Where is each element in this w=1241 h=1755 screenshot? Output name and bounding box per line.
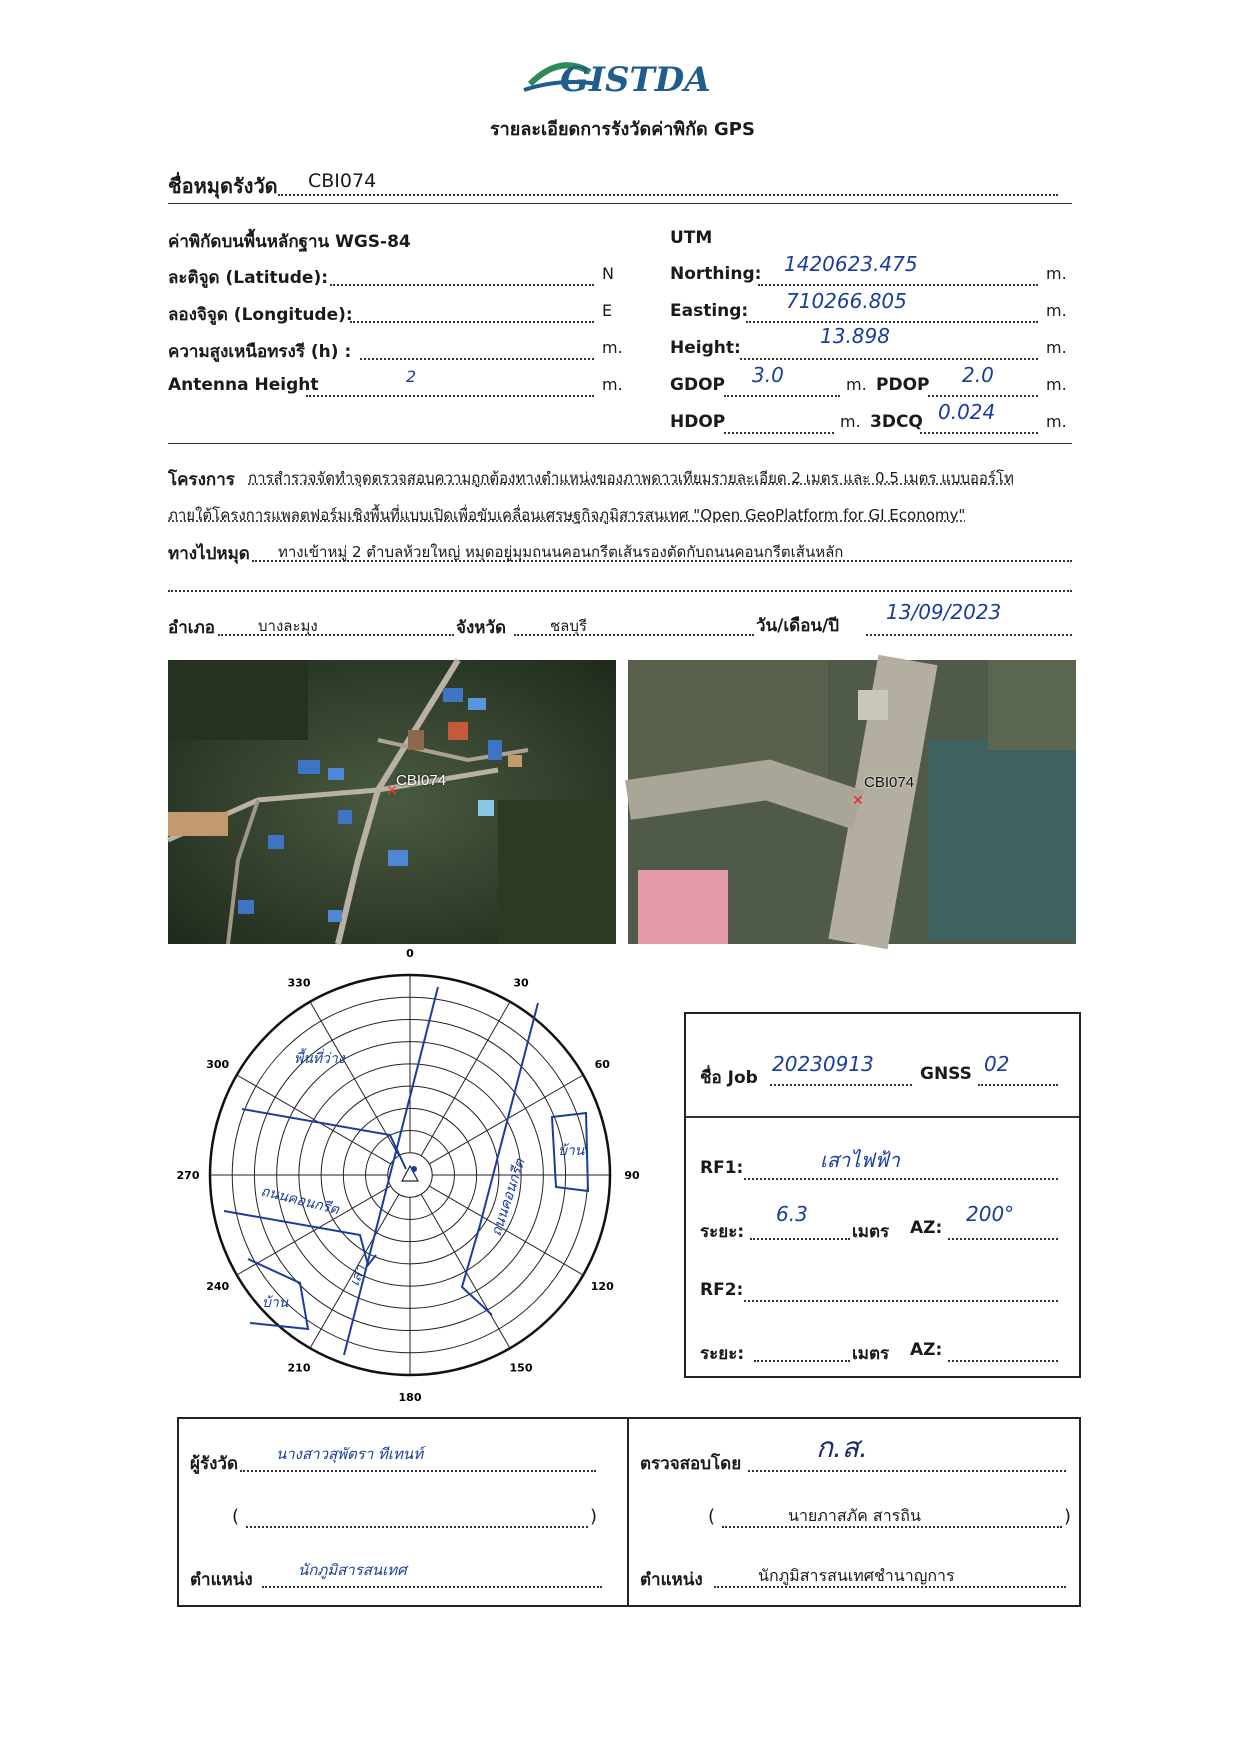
azimuth-label: 300: [206, 1058, 230, 1071]
skyplot-note-house2: บ้าน: [262, 1295, 289, 1311]
distance2-field: [754, 1342, 850, 1362]
surveyor-name-open: (: [232, 1506, 240, 1527]
easting-value: 710266.805: [786, 289, 907, 313]
date-label: วัน/เดือน/ปี: [756, 616, 840, 636]
pdop-unit: m.: [1046, 375, 1067, 394]
easting-label: Easting:: [670, 301, 749, 321]
gnss-field: [978, 1052, 1058, 1086]
cq-value: 0.024: [938, 400, 996, 424]
checker-name: นายภาสภัค สารถิน: [788, 1506, 921, 1525]
skyplot-spoke: [310, 1002, 399, 1156]
job-field: [770, 1052, 912, 1086]
antenna-height-field: [306, 367, 594, 397]
northing-field: [758, 252, 1038, 286]
az1-field: [948, 1202, 1058, 1240]
ellipsoid-height-field: [360, 340, 594, 360]
az2-label: AZ:: [910, 1340, 943, 1360]
gdop-unit: m.: [846, 375, 867, 394]
signature-box-divider: [627, 1419, 629, 1605]
surveyor-position-label: ตำแหน่ง: [190, 1570, 253, 1590]
cq-unit: m.: [1046, 412, 1067, 431]
easting-field: [746, 289, 1038, 323]
northing-value: 1420623.475: [784, 252, 918, 276]
cq-field: [920, 400, 1038, 434]
zoom-satellite-image: [628, 660, 1076, 944]
surveyor-name-close: ): [590, 1506, 598, 1527]
rf1-field: [744, 1148, 1058, 1180]
svg-text:✕: ✕: [852, 793, 864, 809]
province-value: ชลบุรี: [550, 617, 587, 635]
az1-label: AZ:: [910, 1218, 943, 1238]
route-label: ทางไปหมุด: [168, 544, 250, 564]
azimuth-label: 0: [406, 947, 414, 960]
surveyor-name-field: [246, 1508, 588, 1528]
pdop-field: [928, 363, 1038, 397]
gistda-logo: [520, 44, 720, 108]
azimuth-label: 180: [398, 1391, 422, 1404]
surveyor-signature: นางสาวสุพัตรา ทีเทนท์: [276, 1445, 424, 1463]
divider-middle: [168, 443, 1072, 444]
checker-name-open: (: [708, 1506, 716, 1527]
project-line-1: การสำรวจจัดทำจุดตรวจสอบความถูกต้องทางตำแหน่งของภาพดาวเทียมรายละเอียด 2 เมตร และ 0.5 เมตร แบบออร์โท: [248, 469, 1014, 487]
svg-text:✕: ✕: [386, 783, 398, 799]
latitude-field: [330, 266, 594, 286]
surveyor-field: [240, 1445, 596, 1472]
hdop-unit: m.: [840, 412, 861, 431]
overview-satellite-image: [168, 660, 616, 944]
skyplot-note-road2: ถนนคอนกรีต: [488, 1157, 529, 1239]
district-value: บางละมุง: [258, 617, 318, 635]
project-line-2: ภายใต้โครงการแพลตฟอร์มเชิงพื้นที่แบบเปิดเพื่อขับเคลื่อนเศรษฐกิจภูมิสารสนเทศ "Open GeoPlatform for GI Economy": [168, 506, 966, 524]
checker-signature: ก.ส.: [816, 1431, 868, 1464]
logo-text: GISTDA: [560, 60, 711, 100]
date-value: 13/09/2023: [886, 600, 1002, 624]
azimuth-label: 270: [176, 1169, 200, 1182]
checker-name-field: [722, 1508, 1062, 1528]
skyplot-note-road1: ถนนคอนกรีต: [259, 1183, 341, 1219]
skyplot-note-house1: บ้าน: [558, 1143, 585, 1159]
utm-title: UTM: [670, 228, 713, 248]
northing-unit: m.: [1046, 264, 1067, 283]
route-text: ทางเข้าหมู่ 2 ตำบลห้วยใหญ่ หมุดอยู่มุมถนนคอนกรีตเส้นรองตัดกับถนนคอนกรีตเส้นหลัก: [278, 543, 844, 561]
rf2-label: RF2:: [700, 1280, 744, 1300]
distance1-unit: เมตร: [852, 1222, 890, 1242]
obstruction-road-line: [242, 1109, 406, 1169]
job-value: 20230913: [772, 1052, 874, 1076]
page-subtitle: รายละเอียดการรังวัดค่าพิกัด GPS: [490, 119, 755, 140]
obstruction-line: [344, 987, 438, 1355]
surveyor-position-field: [262, 1561, 602, 1588]
longitude-field: [350, 303, 594, 323]
latitude-unit: N: [602, 264, 614, 283]
distance2-unit: เมตร: [852, 1344, 890, 1364]
pdop-value: 2.0: [962, 363, 994, 387]
utm-height-value: 13.898: [820, 324, 890, 348]
pdop-label: PDOP: [876, 375, 930, 395]
longitude-unit: E: [602, 301, 613, 320]
northing-label: Northing:: [670, 264, 762, 284]
antenna-height-label: Antenna Height: [168, 375, 319, 395]
checker-position-field: [714, 1568, 1066, 1588]
azimuth-label: 330: [287, 976, 311, 990]
azimuth-label: 90: [624, 1169, 640, 1182]
province-field: [514, 616, 754, 636]
checker-position-value: นักภูมิสารสนเทศชำนาญการ: [758, 1566, 955, 1585]
province-label: จังหวัด: [456, 618, 507, 638]
sky-obstruction-plot: [168, 947, 648, 1415]
date-field: [866, 600, 1072, 636]
longitude-label: ลองจิจูด (Longitude):: [168, 305, 353, 325]
distance2-label: ระยะ:: [700, 1344, 745, 1364]
overview-station-label: CBI074: [396, 772, 447, 789]
distance1-value: 6.3: [776, 1202, 808, 1226]
district-field: [218, 616, 454, 636]
station-name-field: [278, 170, 1058, 196]
rf1-value: เสาไฟฟ้า: [820, 1148, 900, 1172]
skyplot-note-pole: เสา: [346, 1262, 370, 1289]
gdop-field: [724, 363, 840, 397]
utm-height-unit: m.: [1046, 338, 1067, 357]
azimuth-label: 240: [206, 1280, 230, 1293]
divider-top: [168, 203, 1072, 204]
hdop-field: [724, 414, 834, 434]
station-name: CBI074: [308, 170, 377, 192]
azimuth-label: 210: [287, 1361, 311, 1375]
zoom-station-label: CBI074: [864, 774, 915, 791]
cq-label: 3DCQ: [870, 412, 923, 432]
surveyor-label: ผู้รังวัด: [190, 1454, 238, 1474]
job-box-divider: [686, 1116, 1079, 1118]
latitude-label: ละติจูด (Latitude):: [168, 268, 329, 288]
distance1-field: [750, 1202, 850, 1240]
ellipsoid-height-unit: m.: [602, 338, 623, 357]
wgs84-title: ค่าพิกัดบนพื้นหลักฐาน WGS-84: [168, 232, 411, 252]
district-label: อำเภอ: [168, 618, 215, 638]
azimuth-label: 30: [513, 976, 529, 990]
gnss-value: 02: [984, 1052, 1010, 1076]
job-label: ชื่อ Job: [700, 1068, 758, 1088]
antenna-height-value: 2: [406, 367, 417, 386]
azimuth-label: 120: [590, 1280, 614, 1293]
checker-label: ตรวจสอบโดย: [640, 1454, 742, 1474]
rf2-field: [744, 1282, 1058, 1302]
route-field: [252, 542, 1072, 562]
station-dot: [411, 1166, 417, 1172]
az1-value: 200°: [966, 1202, 1015, 1226]
utm-height-field: [740, 324, 1038, 360]
gdop-value: 3.0: [752, 363, 784, 387]
project-label: โครงการ: [168, 470, 235, 490]
surveyor-position-value: นักภูมิสารสนเทศ: [298, 1561, 407, 1579]
checker-name-close: ): [1064, 1506, 1072, 1527]
rf1-label: RF1:: [700, 1158, 744, 1178]
gnss-label: GNSS: [920, 1064, 972, 1084]
azimuth-label: 60: [594, 1058, 610, 1071]
easting-unit: m.: [1046, 301, 1067, 320]
hdop-label: HDOP: [670, 412, 726, 432]
gdop-label: GDOP: [670, 375, 725, 395]
checker-field: [748, 1431, 1066, 1472]
skyplot-spoke: [237, 1075, 391, 1164]
utm-height-label: Height:: [670, 338, 741, 358]
azimuth-label: 150: [509, 1361, 533, 1375]
route-field-line-2: [168, 580, 1072, 592]
skyplot-note-trees: พื้นที่ว่าง: [294, 1051, 345, 1067]
checker-position-label: ตำแหน่ง: [640, 1570, 703, 1590]
station-label: ชื่อหมุดรังวัด: [168, 174, 278, 198]
obstruction-road-line: [462, 1003, 538, 1315]
distance1-label: ระยะ:: [700, 1222, 745, 1242]
az2-field: [948, 1342, 1058, 1362]
ellipsoid-height-label: ความสูงเหนือทรงรี (h) :: [168, 342, 352, 362]
skyplot-spoke: [421, 1002, 510, 1156]
antenna-height-unit: m.: [602, 375, 623, 394]
